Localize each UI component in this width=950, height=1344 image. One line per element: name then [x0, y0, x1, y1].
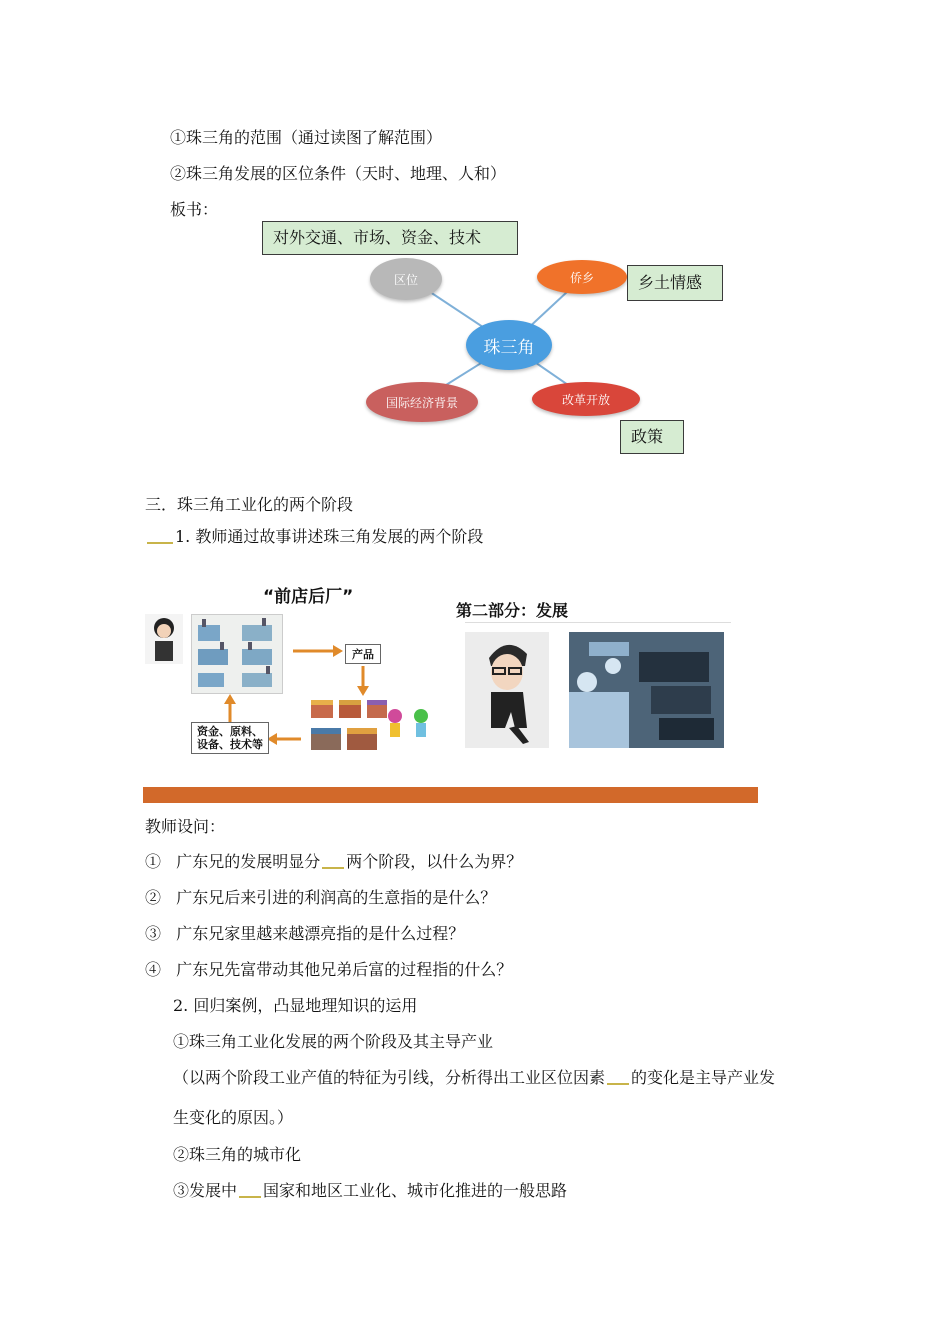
slide-right-title: 第二部分：发展 [456, 601, 569, 620]
question-1 [145, 852, 522, 872]
factory-grid [191, 614, 283, 694]
question-4 [145, 960, 512, 980]
node-center-label: 珠三角 [483, 337, 535, 358]
box-transport-market [262, 221, 518, 255]
cartoon-man-image [465, 632, 549, 748]
arrow-right-icon [293, 644, 343, 658]
question-4-number: ④ [145, 960, 162, 979]
person-avatar [145, 614, 183, 664]
box-hometown-feeling [627, 265, 723, 301]
text-location-conditions: ②珠三角发展的区位条件（天时、地理、人和） [170, 164, 507, 183]
underline-mark [322, 867, 344, 869]
shop-icons [303, 696, 443, 758]
slide-bottom-bar [143, 787, 758, 803]
shops-cluster [303, 696, 443, 758]
question-1-number: ① [145, 852, 162, 871]
product-label: 产品 [345, 644, 381, 664]
section-2-item-1-note [173, 1068, 775, 1088]
node-center [466, 320, 552, 370]
section-2-item-1: ①珠三角工业化发展的两个阶段及其主导产业 [173, 1032, 494, 1051]
question-2-text: 广东兄后来引进的利润高的生意指的是什么？ [176, 888, 497, 907]
question-3-number: ③ [145, 924, 162, 943]
node-international-background-label: 国际经济背景 [385, 395, 458, 410]
section-2-item-3-a: ③发展中 [173, 1181, 238, 1200]
person-icon [145, 614, 183, 664]
question-2-number: ② [145, 888, 162, 907]
section-2-item-3 [173, 1181, 567, 1201]
section-2-item-1-note-cont: 生变化的原因。） [173, 1108, 294, 1127]
section-2-heading: 2. 回归案例，凸显地理知识的运用 [173, 996, 418, 1015]
node-reform-opening [532, 382, 640, 416]
cartoon-man-icon [465, 632, 549, 748]
node-overseas-hometown [537, 260, 627, 294]
node-location [370, 258, 442, 300]
underline-mark [607, 1083, 629, 1085]
node-location-label: 区位 [393, 272, 418, 287]
section-2-note-b: 的变化是主导产业发 [631, 1068, 776, 1087]
text-range: ①珠三角的范围（通过读图了解范围） [170, 128, 443, 147]
question-4-text: 广东兄先富带动其他兄弟后富的过程指的什么？ [176, 960, 513, 979]
section-2-item-2: ②珠三角的城市化 [173, 1145, 302, 1164]
section-3-item-1-text: 1. 教师通过故事讲述珠三角发展的两个阶段 [175, 527, 484, 546]
box-hometown-feeling-label: 乡土情感 [638, 273, 703, 292]
question-3 [145, 924, 464, 944]
question-2 [145, 888, 496, 908]
questions-intro: 教师设问： [145, 817, 226, 836]
underline-mark [147, 542, 173, 544]
box-policy [620, 420, 684, 454]
inputs-label: 资金、原料、设备、技术等 [191, 722, 269, 754]
arrow-up-icon [223, 694, 237, 722]
slide-left-title: “前店后厂” [263, 587, 354, 607]
box-policy-label: 政策 [631, 427, 664, 446]
question-3-text: 广东兄家里越来越漂亮指的是什么过程？ [176, 924, 465, 943]
arrow-down-icon [356, 666, 370, 696]
node-international-background [366, 382, 478, 422]
question-1-text-a: 广东兄的发展明显分 [176, 852, 321, 871]
assembly-line-icon [569, 632, 724, 748]
section-3-heading: 三．珠三角工业化的两个阶段 [145, 495, 354, 514]
question-1-text-b: 两个阶段，以什么为界？ [346, 852, 523, 871]
section-3-item-1 [145, 527, 483, 547]
arrow-left-icon [267, 732, 301, 746]
factory-workers-photo [569, 632, 724, 748]
slide-image [143, 572, 758, 804]
factory-icons [192, 615, 282, 693]
box-transport-market-label: 对外交通、市场、资金、技术 [273, 228, 482, 247]
slide-right-divider [465, 622, 731, 623]
text-board-label: 板书： [170, 200, 219, 219]
node-reform-opening-label: 改革开放 [561, 392, 610, 407]
section-2-item-3-b: 国家和地区工业化、城市化推进的一般思路 [263, 1181, 568, 1200]
section-2-note-a: （以两个阶段工业产值的特征为引线，分析得出工业区位因素 [173, 1068, 606, 1087]
underline-mark [239, 1196, 261, 1198]
node-overseas-hometown-label: 侨乡 [569, 270, 594, 285]
